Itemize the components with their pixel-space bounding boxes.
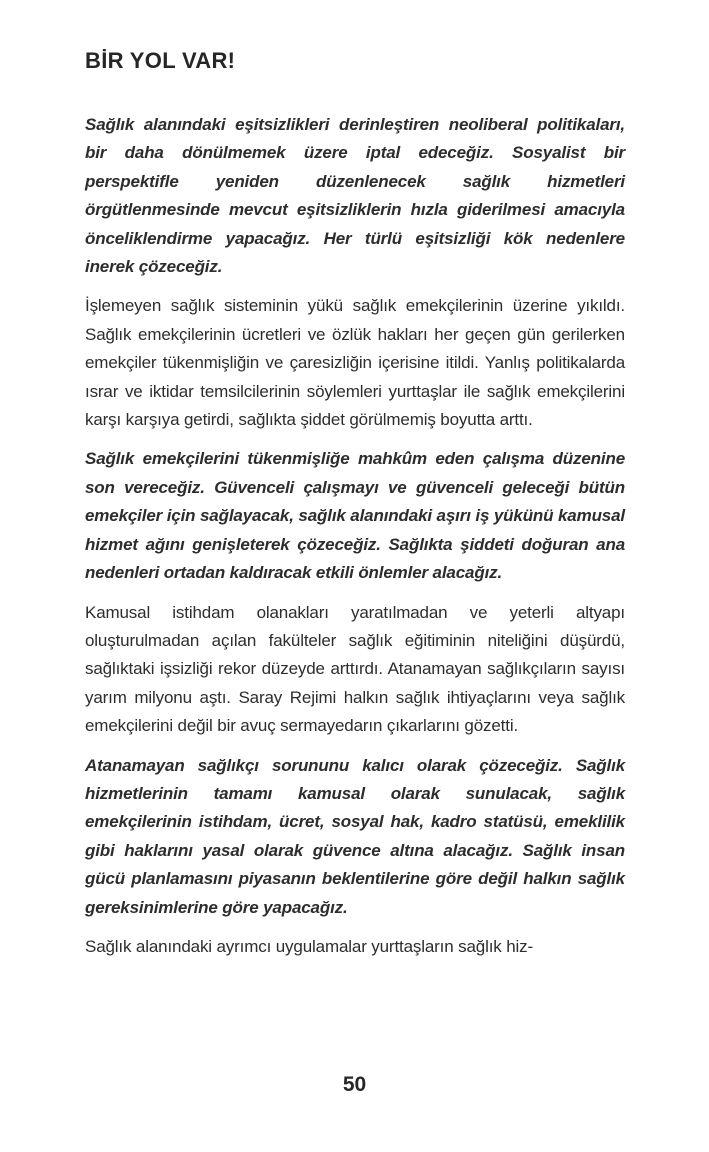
paragraph-emphasis-1: Sağlık alanındaki eşitsizlikleri derinleştiren neoliberal politikaları, bir daha dönülmemek üzere iptal edeceğiz. Sosyalist bir perspektifle yeniden düzenlenecek sağlık hizmetleri örgütlenmesinde mevcut eşitsizliklerin hızla giderilmesi amacıyla önceliklendirme yapacağız. Her türlü eşitsizliği kök nedenlere inerek çözeceğiz. <box>85 115 625 277</box>
paragraph-emphasis-2: Sağlık emekçilerini tükenmişliğe mahkûm eden çalışma düzenine son vereceğiz. Güvenceli çalışmayı ve güvenceli geleceği bütün emekçiler için sağlayacak, sağlık alanındaki aşırı iş yükünü kamusal hizmet ağını genişleterek çözeceğiz. Sağlıkta şiddeti doğuran ana nedenleri ortadan kaldıracak etkili önlemler alacağız. <box>85 449 625 583</box>
paragraph-body-3-truncated: Sağlık alanındaki ayrımcı uygulamalar yurttaşların sağlık hiz- <box>85 936 534 956</box>
paragraph-body-1: İşlemeyen sağlık sisteminin yükü sağlık emekçilerinin üzerine yıkıldı. Sağlık emekçilerinin ücretleri ve özlük hakları her geçen gün gerilerken emekçiler tükenmişliğin ve çaresizliğin içerisine itildi. Yanlış politikalarda ısrar ve iktidar temsilcilerinin söylemleri yurttaşlar ile sağlık emekçilerini karşı karşıya getirdi, sağlıkta şiddet görülmemiş boyutta arttı. <box>85 296 625 430</box>
paragraph-emphasis-3: Atanamayan sağlıkçı sorununu kalıcı olarak çözeceğiz. Sağlık hizmetlerinin tamamı kamusal olarak sunulacak, sağlık emekçilerinin istihdam, ücret, sosyal hak, kadro statüsü, emeklilik gibi haklarını yasal olarak güvence altına alacağız. Sağlık insan gücü planlamasını piyasanın beklentilerine göre değil halkın sağlık gereksinimlerine göre yapacağız. <box>85 755 625 917</box>
page-number: 50 <box>342 1073 367 1096</box>
text-column <box>85 48 625 972</box>
page-title: BİR YOL VAR! <box>85 48 236 73</box>
paragraph-body-2: Kamusal istihdam olanakları yaratılmadan ve yeterli altyapı oluşturulmadan açılan fakülteler sağlık eğitiminin niteliğini düşürdü, sağlıktaki işsizliği rekor düzeyde arttırdı. Atanamayan sağlıkçıların sayısı yarım milyonu aştı. Saray Rejimi halkın sağlık ihtiyaçlarını veya sağlık emekçilerini değil bir avuç sermayedarın çıkarlarını gözetti. <box>85 602 625 736</box>
